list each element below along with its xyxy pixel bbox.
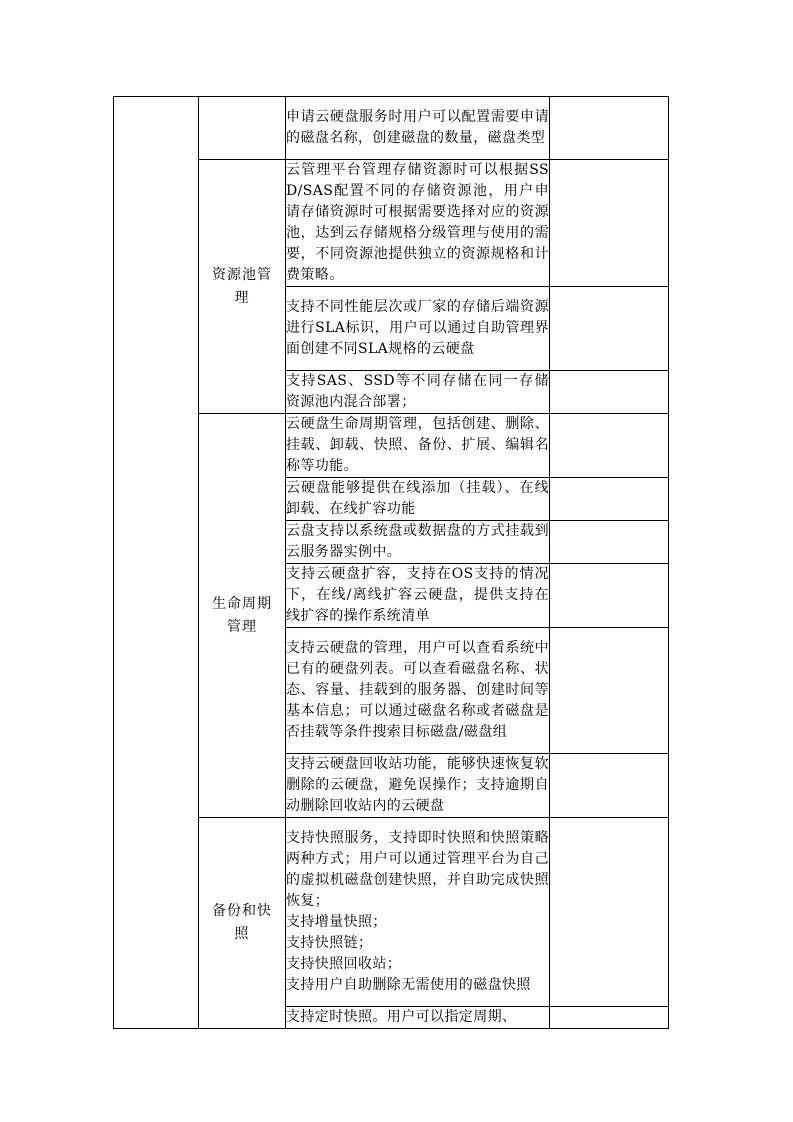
- description-text: 云硬盘生命周期管理，包括创建、删除、挂载、卸载、快照、备份、扩展、编辑名称等功能。: [286, 416, 549, 474]
- description-text: 支持快照回收站；: [286, 956, 402, 972]
- description-text: 支持SAS、SSD等不同存储在同一存储资源池内混合部署；: [286, 373, 549, 410]
- category-label: 生命周期管理: [212, 595, 272, 635]
- category-cell: [199, 160, 286, 414]
- description-cell: [286, 818, 550, 1007]
- description-text: 支持增量快照；: [286, 914, 387, 930]
- blank-right-cell: [550, 287, 669, 371]
- blank-right-cell: [550, 521, 669, 564]
- category-cell: [199, 414, 286, 818]
- description-text: 申请云硬盘服务时用户可以配置需要申请的磁盘名称，创建磁盘的数量，磁盘类型: [286, 109, 549, 146]
- blank-right-cell: [550, 628, 669, 754]
- blank-right-cell: [550, 371, 669, 414]
- blank-right-cell: [550, 97, 669, 160]
- category-label: 资源池管理: [212, 266, 272, 306]
- description-cell: [286, 521, 550, 564]
- blank-left-cell: [114, 97, 199, 1029]
- category-label: 备份和快照: [212, 903, 272, 942]
- description-text: 支持云硬盘扩容，支持在OS支持的情况下，在线/离线扩容云硬盘，提供支持在线扩容的操作系统清单: [286, 566, 549, 624]
- blank-right-cell: [550, 1007, 669, 1029]
- description-text: 支持云硬盘的管理，用户可以查看系统中已有的硬盘列表。可以查看磁盘名称、状态、容量、挂载到的服务器、创建时间等基本信息；可以通过磁盘名称或者磁盘是否挂载等条件搜索目标磁盘/磁盘组: [286, 640, 549, 740]
- description-cell: [286, 371, 550, 414]
- description-cell: [286, 287, 550, 371]
- blank-right-cell: [550, 754, 669, 818]
- description-cell: [286, 97, 550, 160]
- table-row: [114, 97, 669, 160]
- description-text: 云硬盘能够提供在线添加（挂载）、在线卸载、在线扩容功能: [286, 480, 549, 517]
- description-text: 支持云硬盘回收站功能，能够快速恢复软删除的云硬盘，避免误操作；支持逾期自动删除回收站内的云硬盘: [286, 756, 549, 814]
- description-text: 支持不同性能层次或厂家的存储后端资源进行SLA标识，用户可以通过自助管理界面创建不同SLA规格的云硬盘: [286, 299, 549, 357]
- description-text: 云盘支持以系统盘或数据盘的方式挂载到云服务器实例中。: [286, 523, 549, 560]
- blank-right-cell: [550, 478, 669, 521]
- description-text: 云管理平台管理存储资源时可以根据SSD/SAS配置不同的存储资源池，用户申请存储资源时可根据需要选择对应的资源池，达到云存储规格分级管理与使用的需要，不同资源池提供独立的资源规格和计费策略。: [286, 162, 549, 283]
- description-cell: [286, 628, 550, 754]
- category-cell: [199, 818, 286, 1029]
- description-text: 支持定时快照。用户可以指定周期、: [286, 1009, 517, 1025]
- blank-right-cell: [550, 818, 669, 1007]
- description-text: 支持快照链；: [286, 935, 373, 951]
- blank-right-cell: [550, 160, 669, 287]
- description-cell: [286, 754, 550, 818]
- description-cell: [286, 160, 550, 287]
- spec-table: [113, 96, 669, 1029]
- blank-right-cell: [550, 414, 669, 478]
- description-cell: [286, 478, 550, 521]
- description-text: 支持用户自助删除无需使用的磁盘快照: [286, 977, 531, 993]
- description-cell: [286, 1007, 550, 1029]
- description-text: 支持快照服务，支持即时快照和快照策略两种方式；用户可以通过管理平台为自己的虚拟机磁盘创建快照，并自助完成快照恢复；: [286, 830, 549, 909]
- blank-right-cell: [550, 564, 669, 628]
- description-cell: [286, 564, 550, 628]
- description-cell: [286, 414, 550, 478]
- category-cell: [199, 97, 286, 160]
